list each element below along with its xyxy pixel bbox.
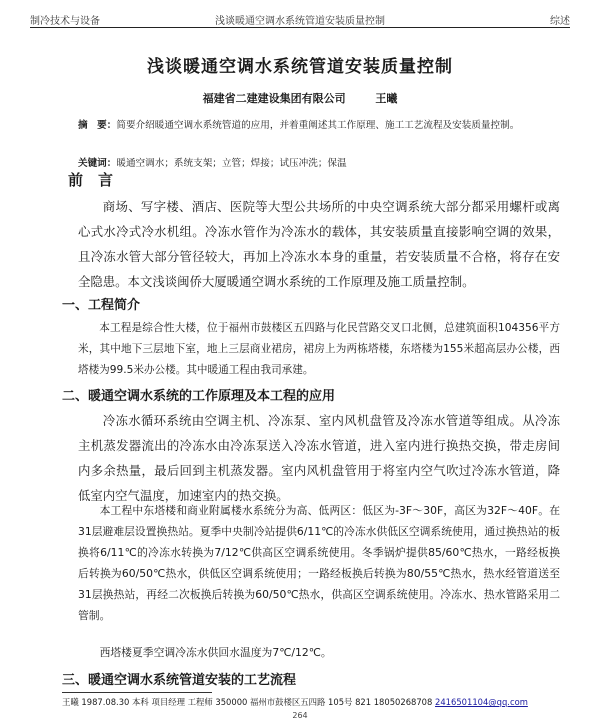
section-2-paragraph-1: 冷冻水循环系统由空调主机、冷冻泵、室内风机盘管及冷冻水管道等组成。从冷冻主机蒸发器流出的冷冻水由冷冻泵送入冷冻水管道，进入室内进行换热交换，带走房间内多余热量，最后回到主机蒸发器。室内风机盘管用于将室内空气吹过冷冻水管道，降低室内空气温度，加速室内的热交换。 [78, 413, 560, 503]
abstract-label: 摘 要： [78, 120, 117, 131]
preface-paragraph: 商场、写字楼、酒店、医院等大型公共场所的中央空调系统大部分都采用螺杆或离心式水冷式冷水机组。冷冻水管作为冷冻水的载体，其安装质量直接影响空调的效果，且冷冻水管大部分管径较大，再加上冷冻水本身的重量，若安装质量不合格，将存在安全隐患。本文浅谈闽侨大厦暖通空调水系统的工作原理及施工质量控制。 [78, 199, 560, 289]
section-1-heading: 一、工程简介 [62, 298, 141, 313]
author-name: 王曦 [375, 92, 398, 105]
section-2-heading: 二、暖通空调水系统的工作原理及本工程的应用 [62, 389, 336, 404]
article-title: 浅谈暖通空调水系统管道安装质量控制 [147, 57, 453, 77]
keywords [78, 155, 540, 169]
footnote-text: 王曦 1987.08.30 本科 项目经理 工程师 350000 福州市鼓楼区五四路 105号 821 18050268708 [62, 697, 436, 707]
header-section: 综述 [550, 16, 570, 27]
header-journal: 制冷技术与设备 [30, 16, 100, 27]
author-line [0, 90, 600, 106]
header-rule [30, 27, 570, 28]
page-number: 264 [292, 711, 308, 720]
abstract [78, 116, 540, 135]
section-2-paragraph-3: 西塔楼夏季空调冷冻水供回水温度为7℃/12℃。 [99, 646, 332, 659]
keywords-label: 关键词： [78, 158, 117, 169]
author-org: 福建省二建建设集团有限公司 [202, 92, 346, 105]
author-footnote [62, 696, 560, 708]
footnote-email[interactable]: 2416501104@qq.com [435, 697, 528, 707]
section-3-heading: 三、暖通空调水系统管道安装的工艺流程 [62, 673, 297, 688]
section-2-paragraph-2: 本工程中东塔楼和商业附属楼水系统分为高、低两区：低区为-3F～30F，高区为32F～40F。在31层避难层设置换热站。夏季中央制冷站提供6/11℃的冷冻水供低区空调系统使用，通过换热站的板换将6/11℃的冷冻水转换为7/12℃供高区空调系统使用。冬季锅炉提供85/60℃热水，一路经板换后转换为60/50℃热水，供低区空调系统使用；一路经板换后转换为80/55℃热水，热水经管道送至31层换热站，再经二次板换后转换为60/50℃热水，供高区空调系统使用。冷冻水、热水管路采用二管制。 [78, 504, 560, 622]
keywords-text: 暖通空调水；系统支架；立管；焊接；试压冲洗；保温 [116, 158, 347, 169]
section-1-paragraph: 本工程是综合性大楼，位于福州市鼓楼区五四路与化民营路交叉口北侧，总建筑面积104356平方米，其中地下三层地下室，地上三层商业裙房，裙房上为两栋塔楼，东塔楼为155米超高层办公楼，西塔楼为99.5米办公楼。其中暖通工程由我司承建。 [78, 322, 560, 376]
preface-heading: 前 言 [68, 171, 114, 189]
abstract-text: 简要介绍暖通空调水系统管道的应用，并着重阐述其工作原理、施工工艺流程及安装质量控制。 [116, 120, 520, 131]
footnote-rule [62, 692, 212, 693]
header-article-title: 浅谈暖通空调水系统管道安装质量控制 [215, 16, 385, 27]
